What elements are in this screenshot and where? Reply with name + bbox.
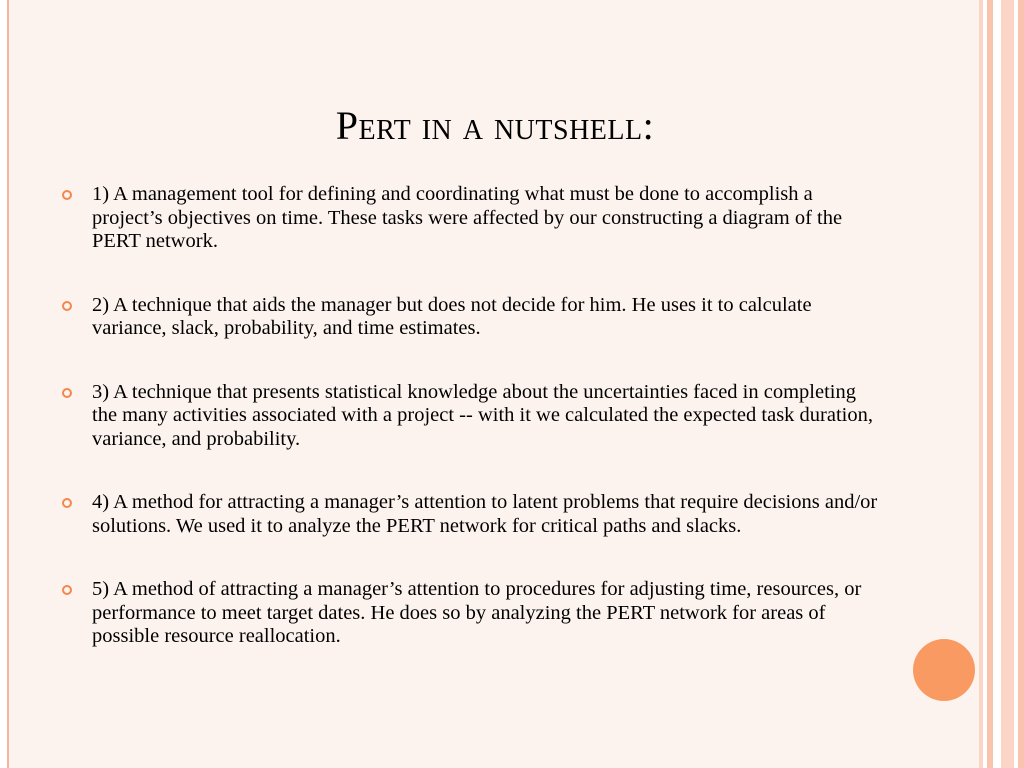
decorative-stripe	[1018, 0, 1024, 768]
bullet-item	[60, 183, 880, 254]
bullet-item	[60, 381, 880, 452]
bullet-text: 2) A technique that aids the manager but does not decide for him. He uses it to calculate variance, slack, probability, and time estimates.	[92, 293, 812, 339]
circle-bullet-icon	[62, 190, 72, 200]
bullet-item	[60, 578, 880, 649]
bullet-item	[60, 491, 880, 538]
bullet-text: 4) A method for attracting a manager’s attention to latent problems that require decisions and/or solutions. We used it to analyze the PERT network for critical paths and slacks.	[92, 491, 878, 537]
circle-bullet-icon	[62, 498, 72, 508]
decorative-stripe	[987, 0, 993, 768]
slide-title: Pert in a nutshell:	[335, 103, 655, 148]
accent-circle-icon	[913, 639, 975, 701]
circle-bullet-icon	[62, 585, 72, 595]
circle-bullet-icon	[62, 388, 72, 398]
decorative-stripe	[979, 0, 983, 768]
bullet-item	[60, 294, 880, 341]
circle-bullet-icon	[62, 301, 72, 311]
decorative-stripe	[1001, 0, 1014, 768]
bullet-list	[60, 183, 880, 649]
bullet-text: 5) A method of attracting a manager’s attention to procedures for adjusting time, resources, or performance to meet target dates. He does so by analyzing the PERT network for areas of possible resource reallocation.	[92, 578, 862, 647]
bullet-text: 1) A management tool for defining and coordinating what must be done to accomplish a project’s objectives on time. These tasks were affected by our constructing a diagram of the PERT network.	[92, 183, 843, 252]
bullet-text: 3) A technique that presents statistical knowledge about the uncertainties faced in completing the many activities associated with a project -- with it we calculated the expected task duration, variance, and probability.	[92, 380, 873, 450]
